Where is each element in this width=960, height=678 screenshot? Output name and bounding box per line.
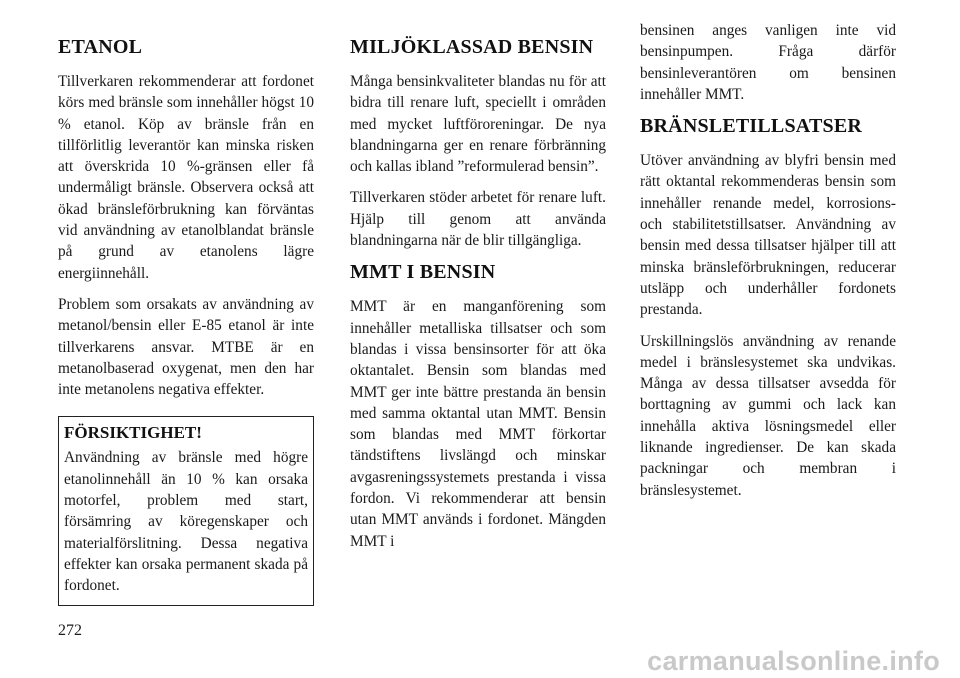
heading-miljoklassad-bensin: MILJÖKLASSAD BENSIN	[350, 36, 594, 58]
paragraph-miljo-2: Tillverkaren stöder arbetet för renare luft. Hjälp till genom att använda blandningarna när de blir tillgängliga.	[350, 189, 606, 250]
caution-heading: FÖRSIKTIGHET!	[64, 423, 202, 443]
heading-branslettillsatser: BRÄNSLETILLSATSER	[640, 115, 863, 138]
paragraph-etanol-2: Problem som orsakats av användning av metanol/bensin eller E-85 etanol är inte tillverkarens ansvar. MTBE är en metanolbaserad oxygenat, men den har inte metanolens negativa effekter.	[58, 295, 314, 399]
column-middle	[350, 28, 606, 562]
paragraph-tillsatser-1: Utöver användning av blyfri bensin med rätt oktantal rekommenderas bensin som innehåller renande medel, korrosions- och stabilitetstillsatser. Användning av bensin med dessa tillsatser hjälper till att minska bränsleförbrukningen, reducerar utsläpp och underhåller fordonets prestanda.	[640, 152, 896, 319]
paragraph-tillsatser-2: Urskillningslös användning av renande medel i bränslesystemet ska undvikas. Många av dessa tillsatser avsedda för borttagning av gummi och lack kan innehålla aktiva lösningsmedel eller liknande ingredienser. De kan skada packningar och membran i bränslesystemet.	[640, 332, 896, 499]
caution-box	[58, 416, 314, 605]
heading-mmt-i-bensin: MMT I BENSIN	[350, 261, 496, 284]
paragraph-miljo-1: Många bensinkvaliteter blandas nu för att bidra till renare luft, speciellt i områden med mycket luftföroreningar. De nya blandningarna ger en renare förbränning och kallas ibland ”reformulerad bensin”.	[350, 73, 606, 176]
watermark-logo: carmanualsonline.info	[647, 646, 940, 676]
paragraph-mmt-visible: MMT är en manganförening som innehåller metalliska tillsatser och som blandas i vissa bensinsorter för att öka oktantalet. Bensin som blandas med MMT ger inte bättre prestanda än bensin med samma oktantal utan MMT. Bensin som blandas med MMT förkortar tändstiftens livslängd och minskar avgasreningssystemets prestanda i vissa fordon. Vi rekommenderar att bensin utan MMT används i fordonet. Mängden MMT i	[350, 298, 606, 550]
column-right	[640, 20, 896, 511]
heading-etanol: ETANOL	[58, 36, 143, 58]
paragraph-etanol-1: Tillverkaren rekommenderar att fordonet körs med bränsle som innehåller högst 10 % etanol. Köp av bränsle från en tillförlitlig leverantör kan minska risken att överskrida 10 %-gränsen eller få undermåligt bränsle. Observera också att ökad bränsleförbrukning kan förväntas vid användning av etanolblandat bränsle på grund av etanolens lägre energiinnehåll.	[58, 73, 314, 282]
caution-text: Användning av bränsle med högre etanolinnehåll än 10 % kan orsaka motorfel, problem med start, försämring av köregenskaper och materialförslitning. Dessa negativa effekter kan orsaka permanent skada på fordonet.	[64, 449, 308, 595]
page-number: 272	[58, 622, 82, 639]
paragraph-mmt-continued: bensinen anges vanligen inte vid bensinpumpen. Fråga därför bensinleverantören om bensinen innehåller MMT.	[640, 22, 896, 103]
column-left	[58, 28, 314, 606]
